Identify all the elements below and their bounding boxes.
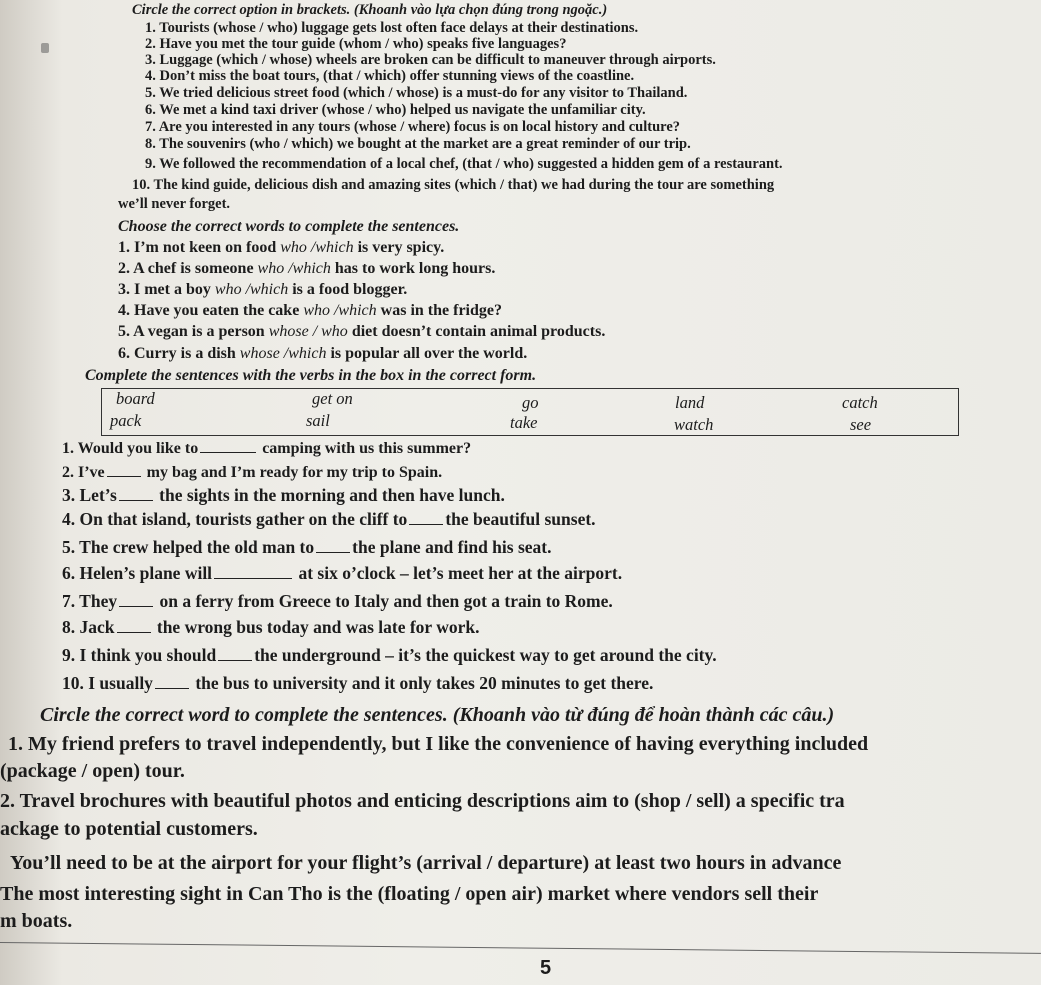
exercise-item: 1. I’m not keen on food who /which is very spicy. [118, 239, 445, 256]
section-heading: Circle the correct option in brackets. (Khoanh vào lựa chọn đúng trong ngoặc.) [132, 2, 608, 18]
verb-word: see [850, 415, 872, 434]
exercise-item: 2. Travel brochures with beautiful photos and enticing descriptions aim to (shop / sell) a specific tra [0, 790, 845, 812]
exercise-item: 5. The crew helped the old man to the plane and find his seat. [62, 537, 552, 557]
exercise-item: 4. Have you eaten the cake who /which was in the fridge? [118, 302, 502, 319]
exercise-item: 10. I usually the bus to university and it only takes 20 minutes to get there. [62, 673, 654, 693]
exercise-item: 1. Tourists (whose / who) luggage gets lost often face delays at their destinations. [145, 20, 639, 36]
exercise-item: 8. The souvenirs (who / which) we bought at the market are a great reminder of our trip. [145, 136, 691, 152]
exercise-item: 6. Curry is a dish whose /which is popular all over the world. [118, 345, 528, 362]
margin-mark [41, 43, 49, 53]
verb-word: land [675, 393, 705, 412]
exercise-item: 3. Luggage (which / whose) wheels are broken can be difficult to maneuver through airports. [145, 52, 716, 68]
exercise-item: You’ll need to be at the airport for your flight’s (arrival / departure) at least two hours in advance [10, 852, 842, 874]
verb-word: get on [312, 389, 353, 408]
exercise-item: 7. Are you interested in any tours (whose / where) focus is on local history and culture? [145, 119, 681, 135]
exercise-item: 6. Helen’s plane will at six o’clock – let’s meet her at the airport. [62, 563, 623, 583]
exercise-item: The most interesting sight in Can Tho is the (floating / open air) market where vendors sell their [0, 883, 819, 905]
exercise-item: 5. A vegan is a person whose / who diet doesn’t contain animal products. [118, 323, 606, 340]
exercise-item: 9. I think you should the underground – it’s the quickest way to get around the city. [62, 645, 717, 665]
page-divider [0, 942, 1041, 954]
exercise-item: 8. Jack the wrong bus today and was late for work. [62, 617, 480, 637]
exercise-item: 7. They on a ferry from Greece to Italy and then got a train to Rome. [62, 591, 613, 611]
exercise-item: 6. We met a kind taxi driver (whose / who) helped us navigate the unfamiliar city. [145, 102, 646, 118]
exercise-item: 4. On that island, tourists gather on the cliff to the beautiful sunset. [62, 509, 596, 529]
page-number: 5 [540, 957, 552, 979]
section-heading: Circle the correct word to complete the sentences. (Khoanh vào từ đúng để hoàn thành các câu.) [40, 704, 835, 726]
exercise-item: 4. Don’t miss the boat tours, (that / which) offer stunning views of the coastline. [145, 68, 635, 84]
verb-word: go [522, 393, 539, 412]
exercise-item: 1. Would you like to camping with us this summer? [62, 440, 472, 457]
exercise-item: 1. My friend prefers to travel independently, but I like the convenience of having everything included [8, 733, 869, 755]
exercise-item: 10. The kind guide, delicious dish and amazing sites (which / that) we had during the tour are something [132, 177, 775, 193]
verb-word: sail [306, 411, 330, 430]
exercise-item-continued: we’ll never forget. [118, 196, 231, 212]
verb-word: take [510, 413, 538, 432]
exercise-item-continued: (package / open) tour. [0, 760, 185, 782]
verb-word: watch [674, 415, 714, 434]
exercise-item-continued: ackage to potential customers. [0, 818, 258, 840]
section-heading: Choose the correct words to complete the sentences. [118, 218, 460, 235]
verb-word: pack [110, 411, 142, 430]
exercise-item: 2. I’ve my bag and I’m ready for my trip to Spain. [62, 464, 443, 481]
verb-box [101, 388, 959, 436]
exercise-item-continued: m boats. [0, 910, 73, 932]
exercise-item: 2. Have you met the tour guide (whom / who) speaks five languages? [145, 36, 567, 52]
exercise-item: 9. We followed the recommendation of a local chef, (that / who) suggested a hidden gem of a restaurant. [145, 156, 783, 172]
section-heading: Complete the sentences with the verbs in the box in the correct form. [85, 367, 537, 384]
exercise-item: 3. Let’s the sights in the morning and then have lunch. [62, 485, 505, 505]
exercise-item: 3. I met a boy who /which is a food blogger. [118, 281, 408, 298]
verb-word: catch [842, 393, 878, 412]
exercise-item: 2. A chef is someone who /which has to work long hours. [118, 260, 496, 277]
verb-word: board [116, 389, 155, 408]
exercise-item: 5. We tried delicious street food (which / whose) is a must-do for any visitor to Thailand. [145, 85, 688, 101]
